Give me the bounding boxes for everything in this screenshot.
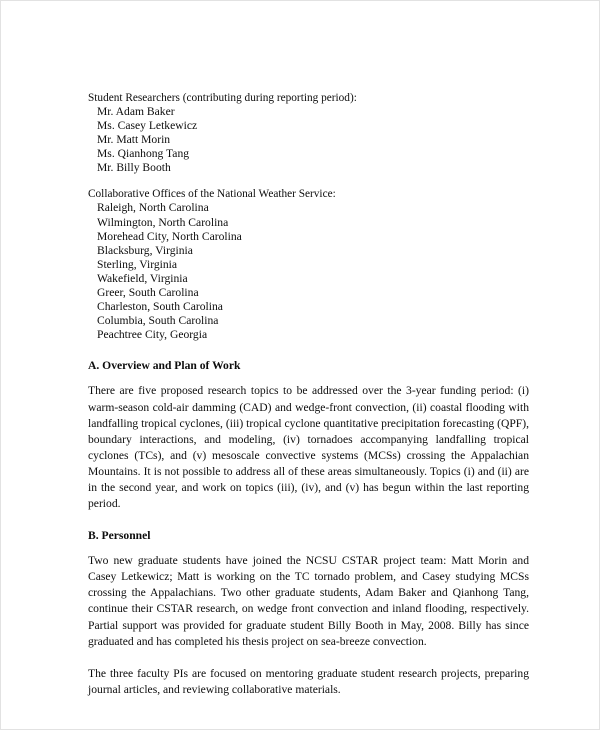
list-item: Mr. Matt Morin: [97, 133, 171, 147]
section-a-paragraph: There are five proposed research topics to be addressed over the 3-year funding period: (i) warm-season cold-air damming (CAD) and wedge-front convection, (ii) coastal flooding with landfalling tropical cyclones, (iii) tropical cyclone quantitative precipitation forecasting (QPF), boundary interactions, and modeling, (iv) tornadoes accompanying landfalling tropical cyclones (TCs), and (v) mesoscale convective systems (MCSs) crossing the Appalachian Mountains. It is not possible to address all of these areas simultaneously. Topics (i) and (ii) are in the second year, and work on topics (iii), (iv), and (v) has begun within the last reporting period.: [88, 384, 529, 511]
section-overview-and-plan-of-work: [88, 359, 529, 512]
list-item: Sterling, Virginia: [97, 257, 178, 271]
list-item: Columbia, South Carolina: [97, 314, 219, 328]
list-item: Peachtree City, Georgia: [97, 328, 208, 342]
list-item: Wakefield, Virginia: [97, 271, 188, 285]
section-a-heading: A. Overview and Plan of Work: [88, 359, 241, 373]
list-item: Ms. Qianhong Tang: [97, 147, 190, 161]
list-item: Morehead City, North Carolina: [97, 229, 242, 243]
list-item: Ms. Casey Letkewicz: [97, 119, 198, 133]
student-researchers-title: Student Researchers (contributing during reporting period):: [88, 92, 357, 104]
student-researchers-list: [88, 105, 529, 175]
list-item: Blacksburg, Virginia: [97, 243, 193, 257]
list-item: Greer, South Carolina: [97, 286, 199, 300]
collaborative-offices-list: [88, 201, 529, 342]
student-researchers-block: [88, 91, 529, 175]
section-b-paragraph-1: Two new graduate students have joined the NCSU CSTAR project team: Matt Morin and Casey Letkewicz; Matt is working on the TC tornado problem, and Casey studying MCSs crossing the Appalachians. Two other graduate students, Adam Baker and Qianhong Tang, continue their CSTAR research, on wedge front convection and inland flooding, respectively. Partial support was provided for graduate student Billy Booth in May, 2008. Billy has since graduated and has completed his thesis project on sea-breeze convection.: [88, 554, 529, 648]
section-b-heading: B. Personnel: [88, 529, 151, 543]
section-personnel: [88, 529, 529, 698]
list-item: Wilmington, North Carolina: [97, 215, 229, 229]
list-item: Charleston, South Carolina: [97, 300, 223, 314]
list-item: Raleigh, North Carolina: [97, 201, 209, 215]
list-item: Mr. Billy Booth: [97, 161, 171, 175]
list-item: Mr. Adam Baker: [97, 105, 175, 118]
collaborative-offices-title: Collaborative Offices of the National Weather Service:: [88, 188, 336, 201]
collaborative-offices-block: [88, 187, 529, 342]
document-body: [88, 91, 529, 698]
section-b-paragraph-2: The three faculty PIs are focused on mentoring graduate student research projects, preparing journal articles, and reviewing collaborative materials.: [88, 666, 529, 696]
